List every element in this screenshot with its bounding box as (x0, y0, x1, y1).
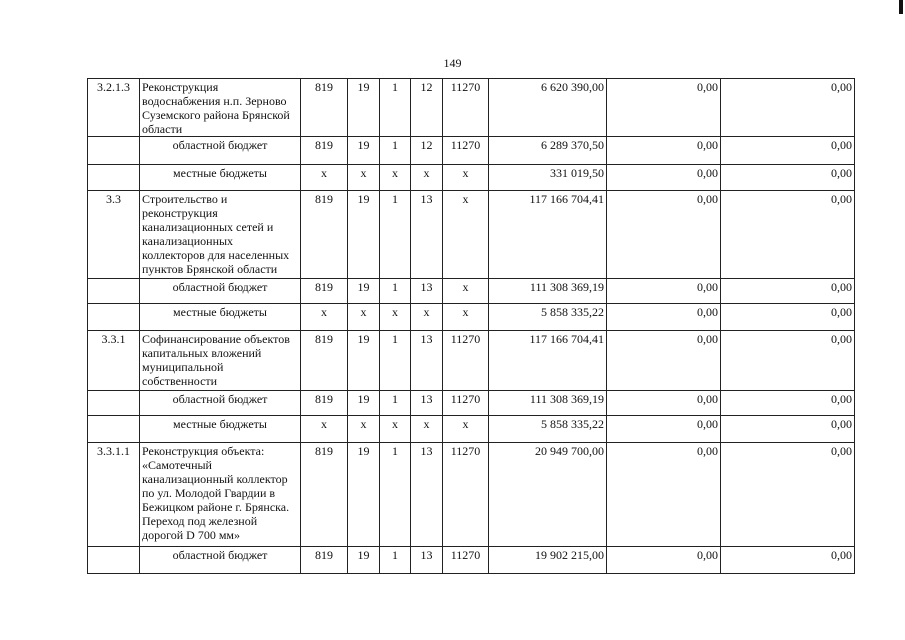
cs-cell: 13 (411, 547, 443, 574)
row-name: областной бюджет (140, 279, 301, 304)
grbs-cell: 819 (301, 331, 348, 391)
amount-3: 0,00 (721, 547, 855, 574)
amount-2: 0,00 (607, 331, 721, 391)
row-code: 3.3.1 (88, 331, 140, 391)
amount-3: 0,00 (721, 416, 855, 443)
cs-cell: 13 (411, 279, 443, 304)
rz-cell: 19 (348, 391, 380, 416)
vr-cell: х (443, 191, 489, 279)
amount-3: 0,00 (721, 443, 855, 547)
pr-cell: 1 (380, 191, 411, 279)
amount-2: 0,00 (607, 416, 721, 443)
amount-3: 0,00 (721, 79, 855, 137)
table-row (88, 137, 855, 165)
vr-cell: 11270 (443, 331, 489, 391)
amount-2: 0,00 (607, 443, 721, 547)
grbs-cell: 819 (301, 79, 348, 137)
amount-1: 6 289 370,50 (489, 137, 607, 165)
grbs-cell: 819 (301, 443, 348, 547)
grbs-cell: х (301, 304, 348, 331)
vr-cell: 11270 (443, 547, 489, 574)
rz-cell: 19 (348, 279, 380, 304)
row-name: областной бюджет (140, 137, 301, 165)
grbs-cell: 819 (301, 137, 348, 165)
page-number: 149 (443, 56, 462, 70)
row-code (88, 165, 140, 191)
amount-1: 6 620 390,00 (489, 79, 607, 137)
vr-cell: 11270 (443, 79, 489, 137)
row-code: 3.2.1.3 (88, 79, 140, 137)
amount-3: 0,00 (721, 137, 855, 165)
rz-cell: х (348, 416, 380, 443)
pr-cell: х (380, 304, 411, 331)
amount-3: 0,00 (721, 279, 855, 304)
row-name: Строительство и реконструкция канализационных сетей и канализационных коллекторов для населенных пунктов Брянской области (140, 191, 301, 279)
cs-cell: х (411, 416, 443, 443)
table-row (88, 279, 855, 304)
pr-cell: 1 (380, 547, 411, 574)
cs-cell: х (411, 304, 443, 331)
cs-cell: х (411, 165, 443, 191)
pr-cell: х (380, 416, 411, 443)
amount-1: 111 308 369,19 (489, 391, 607, 416)
cs-cell: 13 (411, 391, 443, 416)
rz-cell: х (348, 304, 380, 331)
amount-1: 331 019,50 (489, 165, 607, 191)
amount-1: 5 858 335,22 (489, 304, 607, 331)
amount-2: 0,00 (607, 304, 721, 331)
amount-3: 0,00 (721, 304, 855, 331)
vr-cell: 11270 (443, 391, 489, 416)
row-code (88, 304, 140, 331)
page-edge-mark (899, 0, 903, 14)
pr-cell: 1 (380, 331, 411, 391)
rz-cell: 19 (348, 137, 380, 165)
rz-cell: 19 (348, 547, 380, 574)
row-code (88, 279, 140, 304)
cs-cell: 12 (411, 79, 443, 137)
pr-cell: 1 (380, 137, 411, 165)
cs-cell: 13 (411, 331, 443, 391)
row-name: областной бюджет (140, 391, 301, 416)
pr-cell: х (380, 165, 411, 191)
table-row (88, 191, 855, 279)
amount-1: 5 858 335,22 (489, 416, 607, 443)
table-row (88, 165, 855, 191)
row-name: областной бюджет (140, 547, 301, 574)
row-name: местные бюджеты (140, 165, 301, 191)
vr-cell: х (443, 416, 489, 443)
amount-3: 0,00 (721, 165, 855, 191)
grbs-cell: 819 (301, 547, 348, 574)
row-name: местные бюджеты (140, 304, 301, 331)
amount-3: 0,00 (721, 191, 855, 279)
row-code: 3.3 (88, 191, 140, 279)
pr-cell: 1 (380, 79, 411, 137)
rz-cell: 19 (348, 331, 380, 391)
table-row (88, 331, 855, 391)
grbs-cell: 819 (301, 279, 348, 304)
vr-cell: х (443, 279, 489, 304)
grbs-cell: 819 (301, 391, 348, 416)
row-name: местные бюджеты (140, 416, 301, 443)
vr-cell: 11270 (443, 443, 489, 547)
amount-3: 0,00 (721, 391, 855, 416)
row-code (88, 137, 140, 165)
pr-cell: 1 (380, 391, 411, 416)
grbs-cell: 819 (301, 191, 348, 279)
table-row (88, 304, 855, 331)
table-row (88, 443, 855, 547)
rz-cell: 19 (348, 443, 380, 547)
amount-1: 20 949 700,00 (489, 443, 607, 547)
row-name: Софинансирование объектов капитальных вложений муниципальной собственности (140, 331, 301, 391)
amount-2: 0,00 (607, 137, 721, 165)
budget-table (87, 78, 855, 574)
row-code (88, 416, 140, 443)
grbs-cell: х (301, 416, 348, 443)
amount-2: 0,00 (607, 79, 721, 137)
table-row (88, 547, 855, 574)
amount-2: 0,00 (607, 279, 721, 304)
row-name: Реконструкция объекта: «Самотечный канализационный коллектор по ул. Молодой Гвардии в Бежицком районе г. Брянска. Переход под железной дорогой D 700 мм» (140, 443, 301, 547)
rz-cell: х (348, 165, 380, 191)
amount-1: 111 308 369,19 (489, 279, 607, 304)
amount-2: 0,00 (607, 391, 721, 416)
row-code: 3.3.1.1 (88, 443, 140, 547)
amount-2: 0,00 (607, 165, 721, 191)
amount-1: 117 166 704,41 (489, 191, 607, 279)
amount-2: 0,00 (607, 191, 721, 279)
amount-1: 117 166 704,41 (489, 331, 607, 391)
row-code (88, 391, 140, 416)
amount-3: 0,00 (721, 331, 855, 391)
table-row (88, 391, 855, 416)
cs-cell: 13 (411, 191, 443, 279)
table-row (88, 79, 855, 137)
cs-cell: 12 (411, 137, 443, 165)
table-row (88, 416, 855, 443)
pr-cell: 1 (380, 443, 411, 547)
amount-2: 0,00 (607, 547, 721, 574)
vr-cell: х (443, 304, 489, 331)
rz-cell: 19 (348, 79, 380, 137)
row-code (88, 547, 140, 574)
row-name: Реконструкция водоснабжения н.п. Зерново Суземского района Брянской области (140, 79, 301, 137)
rz-cell: 19 (348, 191, 380, 279)
pr-cell: 1 (380, 279, 411, 304)
amount-1: 19 902 215,00 (489, 547, 607, 574)
grbs-cell: х (301, 165, 348, 191)
cs-cell: 13 (411, 443, 443, 547)
vr-cell: 11270 (443, 137, 489, 165)
vr-cell: х (443, 165, 489, 191)
